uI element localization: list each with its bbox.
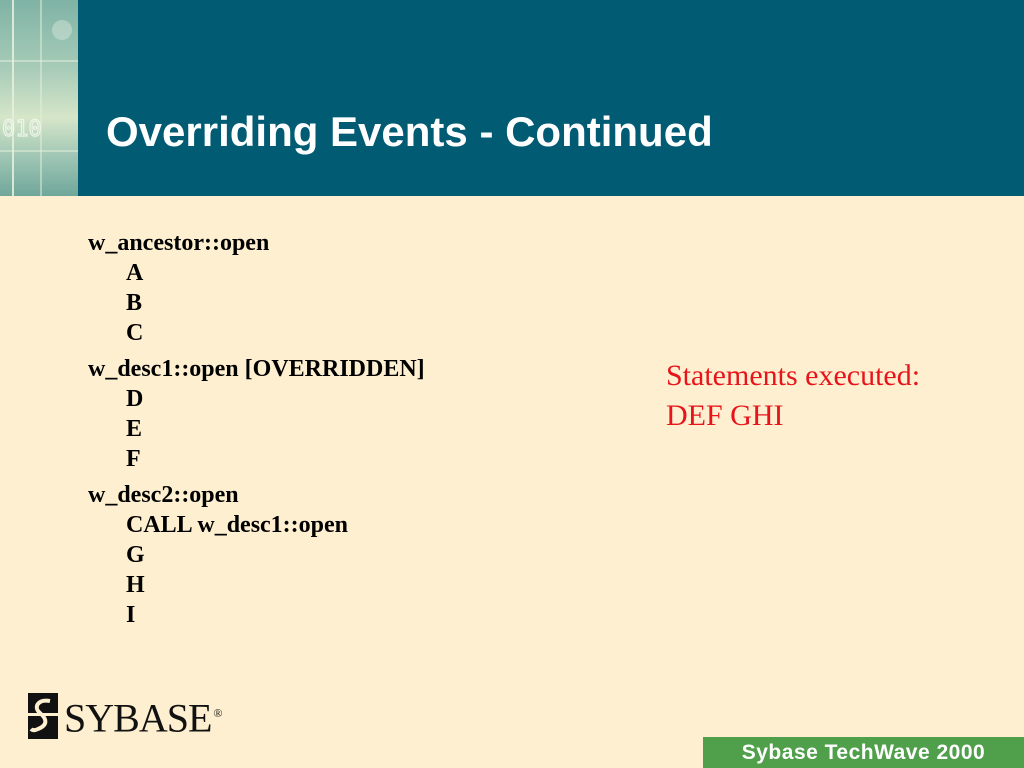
sybase-logo — [28, 693, 222, 739]
slide-title: Overriding Events - Continued — [106, 108, 713, 155]
block-header: w_ancestor::open — [88, 230, 270, 256]
code-block-desc1 — [88, 354, 608, 474]
code-listing — [88, 228, 608, 636]
statement: I — [126, 602, 136, 628]
block-header: w_desc1::open [OVERRIDDEN] — [88, 356, 425, 382]
registered-mark: ® — [213, 706, 222, 721]
statement: F — [126, 446, 141, 472]
block-header: w_desc2::open — [88, 482, 239, 508]
statement: E — [126, 416, 143, 442]
statement: D — [126, 386, 144, 412]
binary-graphic-icon — [0, 0, 78, 196]
statement: A — [126, 260, 144, 286]
annotation-line-1: Statements executed: — [666, 359, 921, 392]
annotation-line-2: DEF GHI — [666, 399, 784, 432]
code-block-desc2 — [88, 480, 608, 630]
code-block-ancestor — [88, 228, 608, 348]
svg-text:010: 010 — [2, 117, 42, 142]
header-decorative-image — [0, 0, 78, 196]
logo-text: SYBASE — [64, 695, 212, 741]
techwave-badge: Sybase TechWave 2000 — [703, 737, 1024, 768]
header-band — [0, 0, 1024, 196]
sybase-logo-icon — [28, 693, 58, 739]
statement: G — [126, 542, 145, 568]
statements-executed-note — [666, 356, 920, 436]
statement: C — [126, 320, 144, 346]
statement: CALL w_desc1::open — [126, 512, 349, 538]
statement: H — [126, 572, 145, 598]
statement: B — [126, 290, 143, 316]
logo-wordmark — [64, 690, 222, 741]
